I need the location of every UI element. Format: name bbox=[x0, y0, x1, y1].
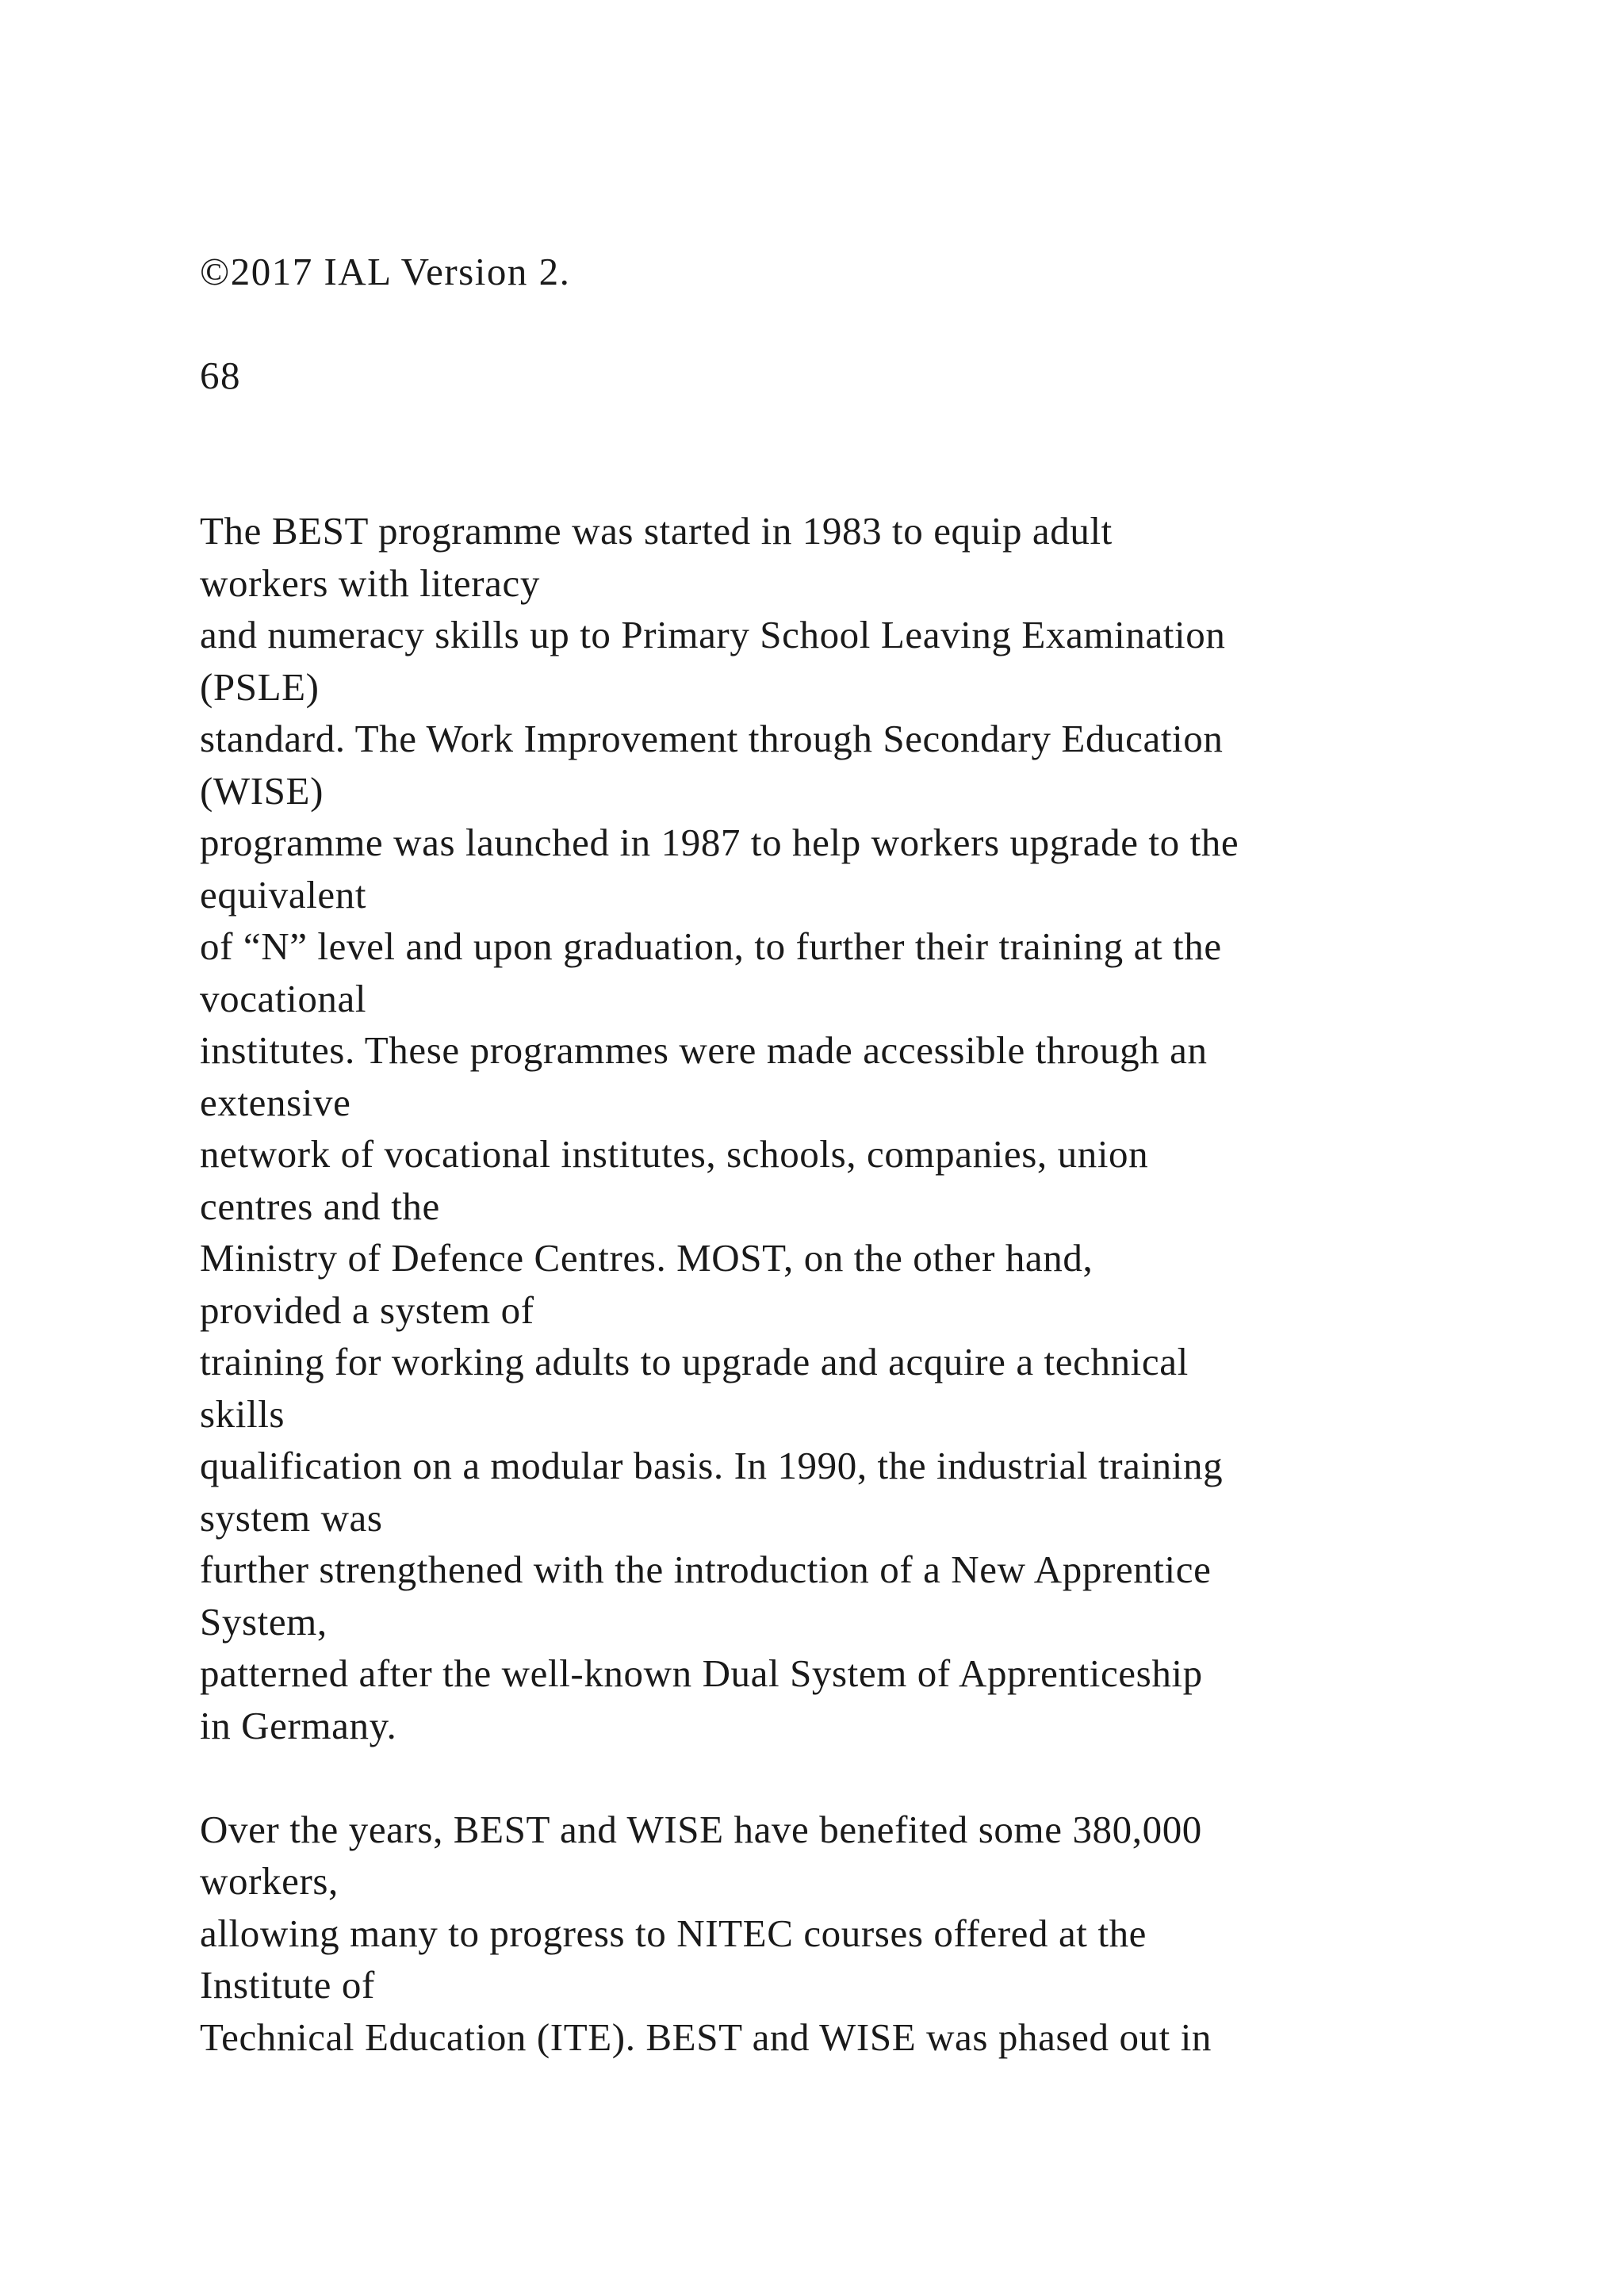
paragraph-1 bbox=[200, 505, 1500, 1751]
text-line: vocational bbox=[200, 976, 367, 1020]
text-line: allowing many to progress to NITEC courses offered at the bbox=[200, 1911, 1147, 1955]
text-line: (PSLE) bbox=[200, 664, 320, 709]
text-line: standard. The Work Improvement through Secondary Education bbox=[200, 717, 1224, 760]
text-line: network of vocational institutes, schools, companies, union bbox=[200, 1132, 1149, 1176]
text-line: The BEST programme was started in 1983 to equip adult bbox=[200, 509, 1113, 553]
text-line: institutes. These programmes were made accessible through an bbox=[200, 1028, 1208, 1072]
page-number: 68 bbox=[200, 353, 241, 397]
text-line: Ministry of Defence Centres. MOST, on the other hand, bbox=[200, 1236, 1094, 1280]
text-line: Technical Education (ITE). BEST and WISE was phased out in bbox=[200, 2015, 1212, 2059]
text-line: training for working adults to upgrade and acquire a technical bbox=[200, 1340, 1189, 1383]
text-line: workers, bbox=[200, 1859, 339, 1903]
text-line: Over the years, BEST and WISE have benefited some 380,000 bbox=[200, 1807, 1202, 1851]
text-line: extensive bbox=[200, 1080, 351, 1124]
text-line: Institute of bbox=[200, 1963, 375, 2007]
text-line: further strengthened with the introduction of a New Apprentice bbox=[200, 1548, 1212, 1591]
text-line: qualification on a modular basis. In 1990, the industrial training bbox=[200, 1444, 1224, 1487]
text-line: (WISE) bbox=[200, 768, 324, 813]
text-line: provided a system of bbox=[200, 1288, 534, 1332]
text-line: patterned after the well-known Dual System of Apprenticeship bbox=[200, 1651, 1203, 1695]
copyright-notice: ©2017 IAL Version 2. bbox=[200, 250, 571, 293]
text-line: System, bbox=[200, 1599, 327, 1644]
text-line: system was bbox=[200, 1495, 383, 1540]
text-line: programme was launched in 1987 to help workers upgrade to the bbox=[200, 821, 1239, 864]
paragraph-2 bbox=[200, 1804, 1500, 2064]
text-line: equivalent bbox=[200, 872, 367, 916]
document-page bbox=[200, 246, 1500, 2063]
text-line: of “N” level and upon graduation, to further their training at the bbox=[200, 924, 1222, 968]
text-line: skills bbox=[200, 1391, 285, 1436]
text-line: centres and the bbox=[200, 1184, 440, 1228]
text-line: and numeracy skills up to Primary School Leaving Examination bbox=[200, 613, 1226, 656]
text-line: workers with literacy bbox=[200, 561, 540, 605]
text-line: in Germany. bbox=[200, 1703, 397, 1747]
